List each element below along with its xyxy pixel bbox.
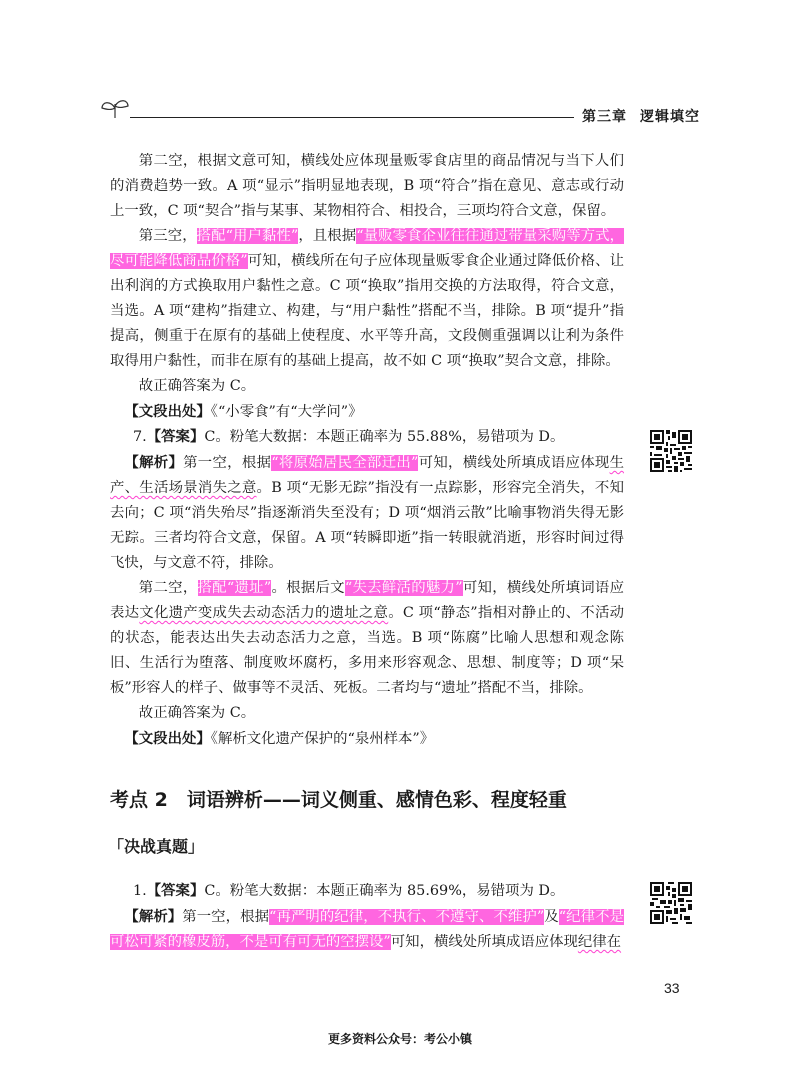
source-label: 【文段出处】 [124, 403, 211, 420]
answer-line [110, 424, 624, 450]
source-line [110, 726, 624, 752]
header-divider [130, 117, 574, 118]
highlight: “将原始居民全部迁出” [271, 455, 419, 471]
qr-code-icon[interactable] [650, 882, 692, 924]
text: 。B 项“无影无踪”指没有一点踪影，形容完全消失，不知去向；C 项“消失殆尽”指逐渐消失至没有；D 项“烟消云散”比喻事物消失得无影无踪。三者均符合文意，保留。A 项“转瞬即逝”指一转眼就消逝，形容时间过得飞快，与文意不符，排除。 [110, 480, 624, 571]
text: 第二空， [138, 580, 198, 596]
text: 可知，横线处所填词语应表达 [110, 580, 624, 621]
chapter-label: 第三章 [582, 109, 627, 125]
subsection-heading: 「决战真题」 [108, 837, 205, 856]
wavy-underline: 文化遗产变成失去动态活力的遗址之意 [139, 605, 389, 621]
text: ，且根据 [298, 228, 357, 244]
text: 。C 项“静态”指相对静止的、不活动的状态，能表达出失去动态活力之意，当选。B 项“陈腐”比喻人思想和观念陈旧、生活行为堕落、制度败坏腐朽，多用来形容观念、思想、制度等；D 项“呆板”形容人的样子、做事等不灵活、死板。二者均与“遗址”搭配不当，排除。 [110, 605, 624, 696]
wavy-underline: 生产、生活场景消失之意 [110, 455, 624, 496]
analysis-para-1 [110, 450, 624, 576]
conclusion: 故正确答案为 C。 [138, 378, 256, 394]
analysis-block-6 [110, 149, 624, 425]
conclusion: 故正确答案为 C。 [138, 705, 256, 721]
text: 第三空， [138, 228, 197, 244]
text: 可知，横线所在句子应体现量贩零食企业通过降低价格、让出利润的方式换取用户黏性之意。C 项“换取”指用交换的方法取得，符合文意，当选。A 项“建构”指建立、构建，与“用户黏性”搭配不当，排除。B 项“提升”指提高，侧重于在原有的基础上使程度、水平等升高，文段侧重强调以让利为条件取得用户黏性，而非在原有的基础上提高，故不如 C 项“换取”契合文意，排除。 [110, 253, 624, 369]
highlight: “再严明的纪律，不执行、不遵守、不维护” [269, 909, 545, 925]
text: 。根据后文 [271, 580, 345, 596]
highlight: “失去鲜活的魅力” [344, 580, 463, 596]
analysis-label: 【解析】 [124, 908, 183, 925]
highlight: 搭配“用户黏性” [196, 228, 299, 244]
text: 第一空，根据 [182, 909, 270, 925]
text: 第一空，根据 [183, 455, 272, 471]
answer-text: C。粉笔大数据：本题正确率为 55.88%，易错项为 D。 [204, 429, 565, 445]
section-heading: 考点 2 词语辨析——词义侧重、感情色彩、程度轻重 [110, 789, 567, 811]
footer-note: 更多资料公众号：考公小镇 [327, 1032, 472, 1046]
highlight: “纪律不是可松可紧的橡皮筋，不是可有可无的空摆设” [110, 909, 624, 950]
source-line [110, 399, 624, 425]
text: 可知，横线处所填成语应体现 [390, 934, 578, 950]
answer-label: 【答案】 [146, 428, 205, 445]
analysis-para-2 [110, 576, 624, 701]
paragraph-blank2: 第二空，根据文意可知，横线处应体现量贩零食店里的商品情况与当下人们的消费趋势一致。A 项“显示”指明显地表现，B 项“符合”指在意见、意志或行动上一致，C 项“契合”指与某事、某物相符合、相投合，三项均符合文意，保留。 [110, 153, 624, 219]
answer-text: C。粉笔大数据：本题正确率为 85.69%，易错项为 D。 [204, 883, 565, 899]
question-1 [110, 878, 624, 955]
sprout-logo-icon [98, 96, 132, 120]
question-7 [110, 424, 624, 752]
analysis-label: 【解析】 [124, 454, 184, 471]
wavy-underline: 纪律在 [577, 934, 622, 950]
analysis-para-1 [110, 904, 624, 955]
highlight: 搭配“遗址” [197, 580, 272, 596]
highlight: “量贩零食企业往往通过带量采购等方式，尽可能降低商品价格” [110, 228, 624, 269]
page-number: 33 [664, 980, 680, 996]
paragraph-blank3 [110, 224, 624, 374]
section-label: 逻辑填空 [640, 109, 700, 125]
text: 可知，横线处所填成语应体现 [418, 455, 610, 471]
answer-line [110, 878, 624, 904]
source-label: 【文段出处】 [124, 730, 211, 747]
source-title: 《“小零食”有“大学问”》 [210, 404, 363, 420]
question-number: 1. [133, 883, 147, 899]
text: 及 [544, 909, 559, 925]
source-title: 《解析文化遗产保护的“泉州样本”》 [210, 731, 435, 747]
question-number: 7. [133, 429, 147, 445]
answer-label: 【答案】 [146, 882, 205, 899]
qr-code-icon[interactable] [650, 430, 692, 472]
